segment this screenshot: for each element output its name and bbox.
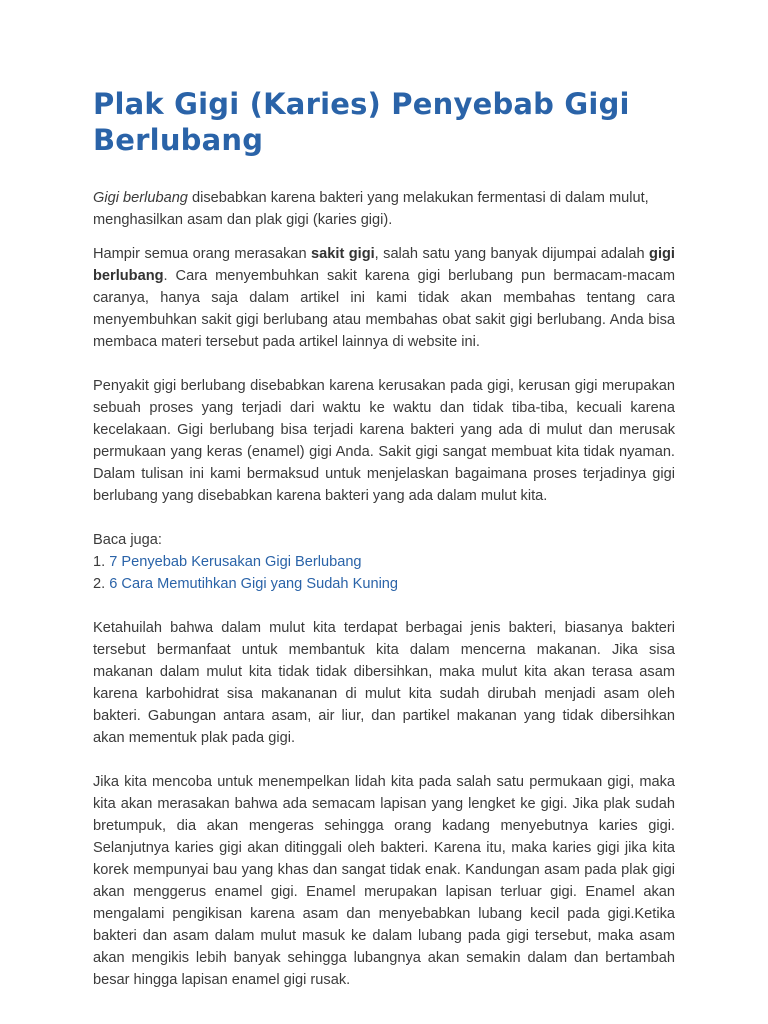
related-link-penyebab-kerusakan[interactable]: 7 Penyebab Kerusakan Gigi Berlubang <box>109 554 362 570</box>
intro-italic: Gigi berlubang <box>93 190 188 206</box>
paragraph-1-text-a: Hampir semua orang merasakan <box>93 246 312 262</box>
bold-sakit-gigi: sakit gigi <box>311 246 375 262</box>
intro-text: disebabkan karena bakteri yang melakukan fermentasi di dalam mulut, menghasilkan asam dan plak gigi (karies gigi). <box>93 190 649 228</box>
related-item <box>93 573 675 595</box>
related-link-cara-memutihkan[interactable]: 6 Cara Memutihkan Gigi yang Sudah Kuning <box>109 576 399 592</box>
related-label: Baca juga: <box>93 532 162 548</box>
related-item-number: 1. <box>93 554 110 570</box>
paragraph-3: Ketahuilah bahwa dalam mulut kita terdapat berbagai jenis bakteri, biasanya bakteri tersebut bermanfaat untuk membantuk kita dalam mencerna makanan. Jika sisa makanan dalam mulut kita tidak tidak dibersihkan, maka mulut kita akan terasa asam karena karbohidrat sisa makananan di mulut kita sudah dirubah menjadi asam oleh bakteri. Gabungan antara asam, air liur, dan partikel makanan yang tidak dibersihkan akan mementuk plak pada gigi. <box>93 620 675 746</box>
paragraph-2: Penyakit gigi berlubang disebabkan karena kerusakan pada gigi, kerusan gigi merupakan sebuah proses yang terjadi dari waktu ke waktu dan tidak tiba-tiba, kecuali karena kecelakaan. Gigi berlubang bisa terjadi karena bakteri yang ada di mulut dan merusak permukaan yang keras (enamel) gigi Anda. Sakit gigi sangat membuat kita tidak nyaman. Dalam tulisan ini kami bermaksud untuk menjelaskan bagaimana proses terjadinya gigi berlubang yang disebabkan karena bakteri yang ada dalam mulut kita. <box>93 378 675 504</box>
related-item <box>93 551 675 573</box>
related-item-number: 2. <box>93 576 110 592</box>
related-articles <box>93 529 675 595</box>
paragraph-1-text-c: . Cara menyembuhkan sakit karena gigi berlubang pun bermacam-macam caranya, hanya saja dalam artikel ini kami tidak akan membahas tentang cara menyembuhkan sakit gigi berlubang atau membahas obat sakit gigi berlubang. Anda bisa membaca materi tersebut pada artikel lainnya di website ini. <box>93 268 675 350</box>
paragraph-1-text-b: , salah satu yang banyak dijumpai adalah <box>374 246 650 262</box>
paragraph-1 <box>93 243 675 353</box>
bold-gigi-berlubang: gigi berlubang <box>93 246 675 284</box>
paragraph-4: Jika kita mencoba untuk menempelkan lidah kita pada salah satu permukaan gigi, maka kita akan merasakan bahwa ada semacam lapisan yang lengket ke gigi. Jika plak sudah bretumpuk, dia akan mengeras sehingga orang kadang menyebutnya karies gigi. Selanjutnya karies gigi akan ditinggali oleh bakteri. Karena itu, maka karies gigi jika kita korek mempunyai bau yang khas dan sangat tidak enak. Kandungan asam pada plak gigi akan menggerus enamel gigi. Enamel merupakan lapisan terluar gigi. Enamel akan mengalami pengikisan karena asam dan menyebabkan lubang kecil pada gigi.Ketika bakteri dan asam dalam mulut masuk ke dalam lubang pada gigi tersebut, maka asam akan mengikis lebih banyak sehingga lubangnya akan semakin dalam dan bertambah besar hingga lapisan enamel gigi rusak. <box>93 774 675 988</box>
intro-paragraph <box>93 187 675 231</box>
article-title: Plak Gigi (Karies) Penyebab Gigi Berlubang <box>93 87 630 157</box>
